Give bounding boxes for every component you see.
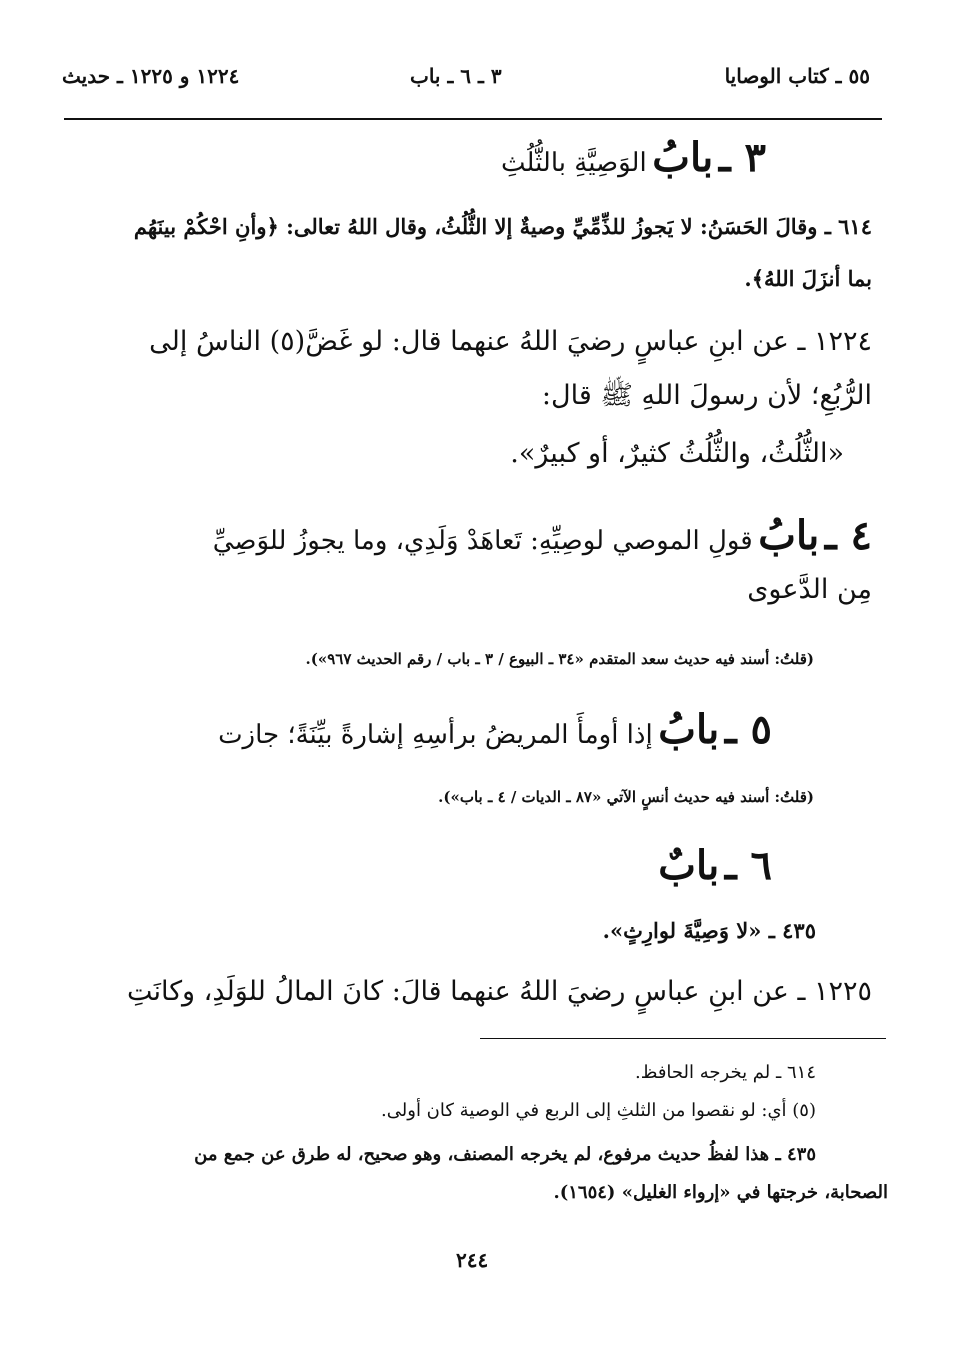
footnote-5: (٥) أي: لو نقصوا من الثلثِ إلى الربع في الوصية كان أولى. xyxy=(381,1100,816,1121)
chapter-title: الوَصِيَّةِ بالثُّلُثِ xyxy=(500,148,647,178)
chapter-4-title-line2: مِن الدَّعوى xyxy=(747,574,872,605)
chapter-number: ٥ ـ xyxy=(724,706,772,753)
chapter-5-note: (قلتُ: أسند فيه حديث أنسٍ الآتي «٨٧ ـ الديات / ٤ ـ باب»). xyxy=(438,788,814,806)
chapter-number: ٣ ـ xyxy=(718,134,766,181)
header-hadith-range: ١٢٢٤ و ١٢٢٥ ـ حديث xyxy=(62,64,240,88)
athar-614-line2: بما أنزَلَ اللهُ﴾. xyxy=(744,266,872,291)
chapter-heading-6 xyxy=(658,842,772,889)
chapter-title: قولِ الموصي لوصِيِّهِ: تَعاهَدْ وَلَدِي، وما يجوزُ للوَصِيِّ xyxy=(212,526,753,556)
chapter-heading-5 xyxy=(218,706,772,753)
hadith-1224-line2: الرُّبُعِ؛ لأن رسولَ اللهِ ﷺ قال: xyxy=(541,380,872,411)
header-book-title: ٥٥ ـ كتاب الوصايا xyxy=(724,64,870,88)
chapter-title: إذا أومأَ المريضُ برأسِهِ إشارةً بيِّنَةً؛ جازت xyxy=(218,720,653,750)
footnote-614: ٦١٤ ـ لم يخرجه الحافظ. xyxy=(635,1062,816,1083)
header-chapter-range: ٣ ـ ٦ ـ باب xyxy=(410,64,502,88)
chapter-word: بابُ xyxy=(758,512,820,559)
footnote-divider xyxy=(480,1038,886,1039)
chapter-heading-4 xyxy=(213,512,872,559)
hadith-1224-line1: ١٢٢٤ ـ عن ابنِ عباسٍ رضيَ اللهُ عنهما قال: لو غَضَّ(٥) الناسُ إلى xyxy=(149,326,872,357)
chapter-number: ٤ ـ xyxy=(824,512,872,559)
page-number: ٢٤٤ xyxy=(456,1248,489,1272)
athar-435: ٤٣٥ ـ «لا وَصِيَّةَ لوارِثٍ». xyxy=(602,918,816,943)
footnote-435-line2: الصحابة، خرجتها في «إرواء الغليل» (١٦٥٤). xyxy=(553,1182,888,1203)
header-divider xyxy=(64,118,882,120)
hadith-1224-line3: «الثُّلُثُ، والثُّلُثُ كثيرٌ، أو كبيرٌ». xyxy=(510,438,844,469)
footnote-435-line1: ٤٣٥ ـ هذا لفظُ حديث مرفوع، لم يخرجه المصنف، وهو صحيح، له طرق عن جمع من xyxy=(194,1144,816,1165)
chapter-word: بابُ xyxy=(658,706,720,753)
chapter-word: بابٌ xyxy=(658,842,720,889)
chapter-number: ٦ ـ xyxy=(724,842,772,889)
athar-614-line1: ٦١٤ ـ وقالَ الحَسَنُ: لا يَجوزُ للذِّمِّيِّ وصيةٌ إلا الثُّلُثُ، وقال اللهُ تعالى: ﴿وأنِ احْكُمْ بينَهُم xyxy=(133,214,872,239)
chapter-word: بابُ xyxy=(652,134,714,181)
hadith-1225-line1: ١٢٢٥ ـ عن ابنِ عباسٍ رضيَ اللهُ عنهما قالَ: كانَ المالُ للوَلَدِ، وكانَتِ xyxy=(126,976,872,1007)
chapter-heading-3 xyxy=(501,134,766,181)
chapter-4-note: (قلتُ: أسند فيه حديث سعد المتقدم «٣٤ ـ البيوع / ٣ ـ باب / رقم الحديث ٩٦٧»). xyxy=(305,650,814,668)
